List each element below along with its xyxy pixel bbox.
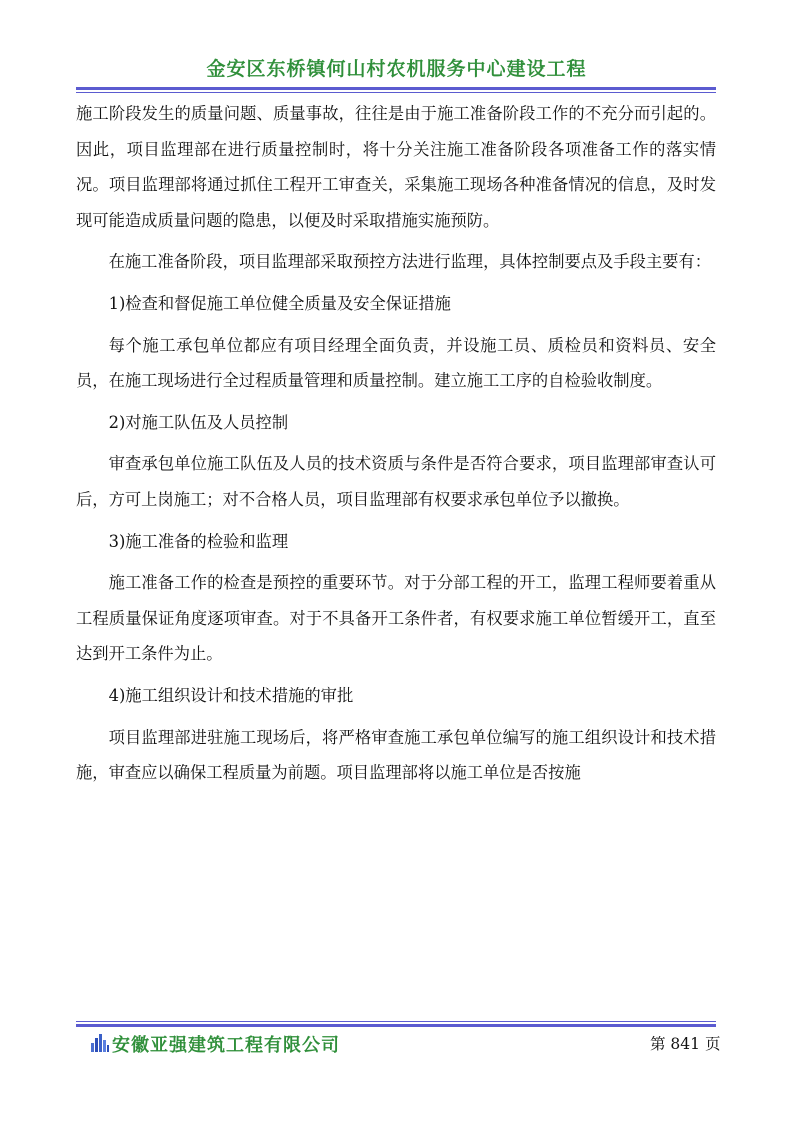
document-body — [76, 96, 716, 797]
footer-rule-thin — [76, 1021, 716, 1022]
section-heading: 4)施工组织设计和技术措施的审批 — [108, 685, 354, 705]
paragraph: 施工准备工作的检查是预控的重要环节。对于分部工程的开工，监理工程师要着重从工程质量保证角度逐项审查。对于不具备开工条件者，有权要求施工单位暂缓开工，直至达到开工条件为止。 — [76, 573, 716, 664]
building-logo-icon — [90, 1034, 110, 1052]
header-rule-thick — [76, 87, 716, 90]
footer-rule-thick — [76, 1024, 716, 1027]
header-rule-thin — [76, 92, 716, 93]
paragraph: 每个施工承包单位都应有项目经理全面负责，并设施工员、质检员和资料员、安全员，在施工现场进行全过程质量管理和质量控制。建立施工工序的自检验收制度。 — [76, 335, 716, 391]
section-heading: 2)对施工队伍及人员控制 — [108, 412, 289, 432]
section-heading: 3)施工准备的检验和监理 — [108, 531, 289, 551]
header-title: 金安区东桥镇何山村农机服务中心建设工程 — [206, 58, 587, 80]
section-heading: 1)检查和督促施工单位健全质量及安全保证措施 — [108, 293, 451, 313]
paragraph: 施工阶段发生的质量问题、质量事故，往往是由于施工准备阶段工作的不充分而引起的。因此，项目监理部在进行质量控制时，将十分关注施工准备阶段各项准备工作的落实情况。项目监理部将通过抓住工程开工审查关，采集施工现场各种准备情况的信息，及时发现可能造成质量问题的隐患，以便及时采取措施实施预防。 — [76, 104, 716, 230]
paragraph: 审查承包单位施工队伍及人员的技术资质与条件是否符合要求，项目监理部审查认可后，方可上岗施工；对不合格人员，项目监理部有权要求承包单位予以撤换。 — [76, 454, 716, 509]
paragraph: 项目监理部进驻施工现场后，将严格审查施工承包单位编写的施工组织设计和技术措施，审查应以确保工程质量为前题。项目监理部将以施工单位是否按施 — [76, 727, 716, 783]
page-number: 第 841 页 — [650, 1035, 721, 1053]
paragraph: 在施工准备阶段，项目监理部采取预控方法进行监理，具体控制要点及手段主要有： — [108, 252, 712, 272]
company-name: 安徽亚强建筑工程有限公司 — [112, 1035, 340, 1056]
